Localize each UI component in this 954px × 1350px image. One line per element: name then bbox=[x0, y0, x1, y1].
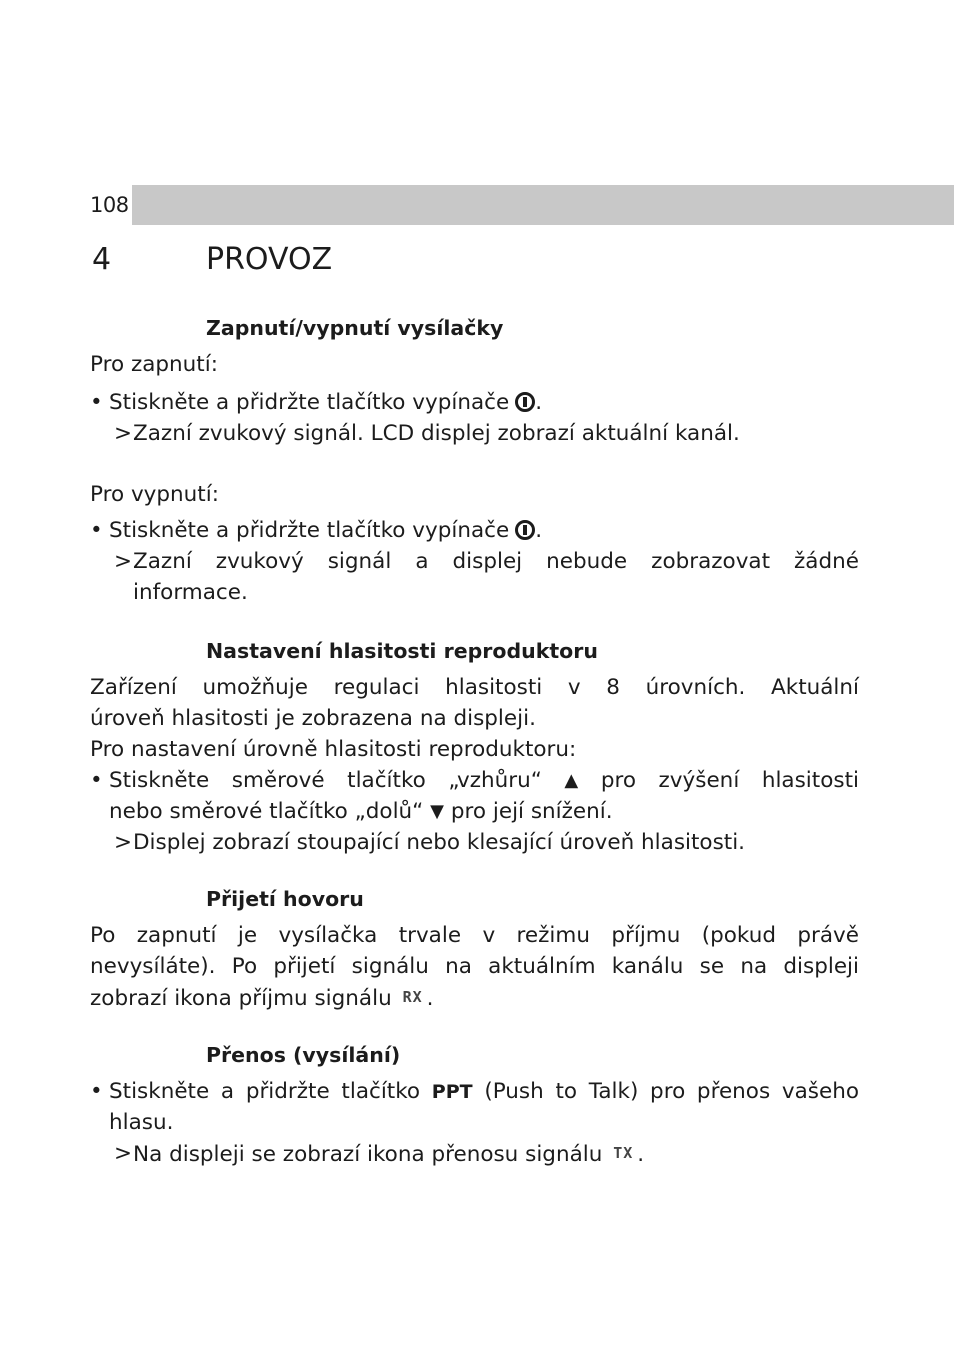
power-on-intro: Pro zapnutí: bbox=[90, 352, 218, 377]
volume-step-line2 bbox=[90, 796, 859, 827]
section-heading-transmit: Přenos (vysílání) bbox=[206, 1043, 401, 1067]
power-on-step-text: Stiskněte a přidržte tlačítko vypínače bbox=[109, 390, 510, 415]
period: . bbox=[535, 518, 543, 543]
bullet: • bbox=[90, 518, 103, 543]
transmit-result-text: Na displeji se zobrazí ikona přenosu signálu bbox=[133, 1142, 603, 1167]
power-off-step bbox=[90, 515, 859, 546]
bullet: • bbox=[90, 768, 103, 793]
bullet: • bbox=[90, 1079, 103, 1104]
volume-intro: Pro nastavení úrovně hlasitosti reproduktoru: bbox=[90, 737, 577, 762]
power-on-result-text: Zazní zvukový signál. LCD displej zobrazí aktuální kanál. bbox=[133, 421, 740, 446]
header-bar bbox=[90, 185, 954, 225]
receive-line3 bbox=[90, 982, 859, 1013]
volume-result bbox=[90, 827, 859, 858]
volume-step-text-a: Stiskněte směrové tlačítko „vzhůru“ bbox=[109, 768, 542, 793]
period: . bbox=[637, 1142, 645, 1167]
result-arrow: > bbox=[114, 421, 133, 446]
section-heading-volume: Nastavení hlasitosti reproduktoru bbox=[206, 639, 598, 663]
volume-para-line1: Zařízení umožňuje regulaci hlasitosti v 8 úrovních. Aktuální bbox=[90, 675, 859, 700]
transmit-step-line1 bbox=[90, 1076, 859, 1107]
power-off-result-line2: informace. bbox=[133, 580, 248, 605]
volume-step-text-c: nebo směrové tlačítko „dolů“ bbox=[109, 799, 424, 824]
result-arrow: > bbox=[114, 549, 133, 574]
result-arrow: > bbox=[114, 1141, 133, 1166]
section-heading-receive: Přijetí hovoru bbox=[206, 887, 364, 911]
tx-icon: TX bbox=[613, 1144, 634, 1162]
section-transmit bbox=[90, 1076, 859, 1169]
down-arrow-icon: ▼ bbox=[430, 801, 445, 822]
chapter-number: 4 bbox=[92, 242, 112, 277]
volume-step-text-d: pro její snížení. bbox=[450, 799, 613, 824]
section-heading-power: Zapnutí/vypnutí vysílačky bbox=[206, 316, 504, 340]
transmit-step-text-b: (Push to Talk) pro přenos vašeho bbox=[484, 1079, 859, 1104]
ppt-button-label: PPT bbox=[431, 1081, 473, 1103]
power-off-result bbox=[90, 546, 859, 577]
period: . bbox=[426, 986, 434, 1011]
receive-line1: Po zapnutí je vysílačka trvale v režimu příjmu (pokud právě bbox=[90, 923, 859, 948]
power-on-result bbox=[90, 418, 859, 449]
volume-para-line2: úroveň hlasitosti je zobrazena na displeji. bbox=[90, 706, 536, 731]
bullet: • bbox=[90, 390, 103, 415]
volume-step-line1 bbox=[90, 765, 859, 796]
receive-line2: nevysíláte). Po přijetí signálu na aktuálním kanálu se na displeji bbox=[90, 954, 859, 979]
page-number: 108 bbox=[90, 185, 132, 225]
period: . bbox=[535, 390, 543, 415]
transmit-step-line2: hlasu. bbox=[109, 1110, 174, 1135]
rx-icon: RX bbox=[402, 988, 423, 1006]
power-off-intro: Pro vypnutí: bbox=[90, 482, 219, 507]
volume-result-text: Displej zobrazí stoupající nebo klesající úroveň hlasitosti. bbox=[133, 830, 746, 855]
receive-line3-text: zobrazí ikona příjmu signálu bbox=[90, 986, 392, 1011]
volume-step-text-b: pro zvýšení hlasitosti bbox=[600, 768, 859, 793]
power-icon bbox=[515, 520, 535, 540]
section-receive bbox=[90, 920, 859, 1013]
transmit-result bbox=[90, 1138, 859, 1169]
section-power-on-off bbox=[90, 349, 859, 608]
power-icon bbox=[515, 392, 535, 412]
up-arrow-icon: ▲ bbox=[564, 770, 579, 791]
transmit-step-text-a: Stiskněte a přidržte tlačítko bbox=[109, 1079, 421, 1104]
power-off-result-line1: Zazní zvukový signál a displej nebude zobrazovat žádné bbox=[133, 549, 859, 574]
power-off-step-text: Stiskněte a přidržte tlačítko vypínače bbox=[109, 518, 510, 543]
chapter-title: PROVOZ bbox=[206, 242, 333, 277]
power-on-step bbox=[90, 387, 859, 418]
result-arrow: > bbox=[114, 830, 133, 855]
section-volume bbox=[90, 672, 859, 858]
